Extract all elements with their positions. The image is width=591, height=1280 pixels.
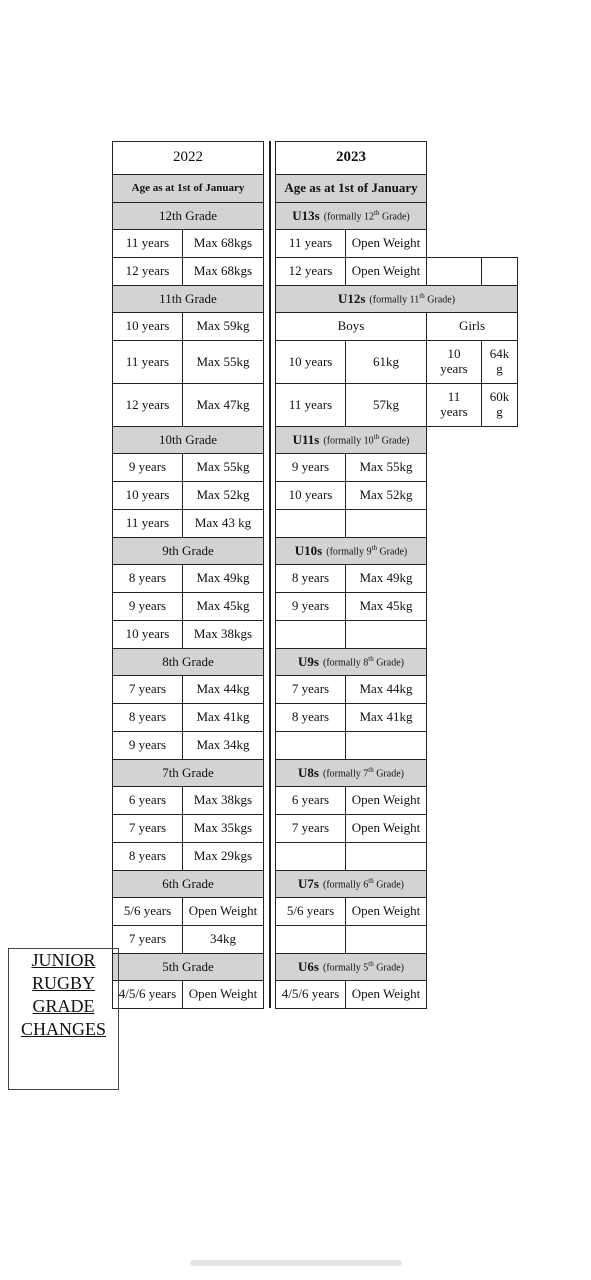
new-weight-cell: Max 45kg bbox=[345, 592, 427, 621]
new-grade-header bbox=[275, 537, 427, 565]
old-age-cell: 7 years bbox=[112, 925, 183, 954]
old-grade-header: 5th Grade bbox=[112, 953, 264, 981]
new-age-cell bbox=[275, 509, 346, 538]
old-age-cell: 4/5/6 years bbox=[112, 980, 183, 1009]
new-age-cell: 6 years bbox=[275, 786, 346, 815]
title-box bbox=[8, 948, 119, 1090]
formally-sup: th bbox=[368, 960, 374, 969]
old-weight-cell: Max 35kgs bbox=[182, 814, 264, 843]
new-age-cell: 8 years bbox=[275, 564, 346, 593]
new-age-cell: 8 years bbox=[275, 703, 346, 732]
new-age-cell bbox=[275, 842, 346, 871]
new-grade-header bbox=[275, 426, 427, 454]
title-line-2: RUGBY bbox=[31, 973, 95, 993]
formally-end: Grade) bbox=[424, 294, 456, 306]
old-age-cell: 6 years bbox=[112, 786, 183, 815]
formally-note bbox=[326, 544, 407, 558]
new-age-cell: 11 years bbox=[275, 383, 346, 427]
formally-sup: th bbox=[371, 544, 377, 553]
new-grade-name: U12s bbox=[337, 290, 366, 306]
old-age-cell: 12 years bbox=[112, 257, 183, 286]
formally-text: (formally 9 bbox=[326, 546, 372, 558]
girls-age-cell: 11 years bbox=[426, 383, 482, 427]
old-age-cell: 9 years bbox=[112, 592, 183, 621]
new-weight-cell bbox=[345, 509, 427, 538]
girls-weight-cell: 60kg bbox=[481, 383, 518, 427]
old-grade-header: 10th Grade bbox=[112, 426, 264, 454]
new-weight-cell: Open Weight bbox=[345, 786, 427, 815]
girls-subheader: Girls bbox=[426, 312, 518, 341]
new-weight-cell: Open Weight bbox=[345, 229, 427, 258]
old-age-cell: 9 years bbox=[112, 731, 183, 760]
new-grade-name: U10s bbox=[294, 542, 323, 558]
old-age-cell: 8 years bbox=[112, 842, 183, 871]
new-grade-header bbox=[275, 870, 427, 898]
formally-end: Grade) bbox=[379, 211, 410, 223]
formally-note bbox=[323, 960, 404, 974]
new-grade-name: U8s bbox=[298, 764, 319, 780]
old-age-cell: 5/6 years bbox=[112, 897, 183, 926]
column-separator bbox=[269, 141, 271, 1008]
new-grade-header bbox=[275, 285, 518, 313]
old-age-cell: 9 years bbox=[112, 453, 183, 482]
new-grade-name: U6s bbox=[298, 958, 319, 974]
old-grade-header: 12th Grade bbox=[112, 202, 264, 230]
formally-note bbox=[323, 655, 404, 669]
formally-note bbox=[369, 292, 455, 306]
new-weight-cell bbox=[345, 731, 427, 760]
new-weight-cell bbox=[345, 925, 427, 954]
old-weight-cell: Max 68kgs bbox=[182, 257, 264, 286]
title-line-4: CHANGES bbox=[20, 1019, 106, 1039]
old-grade-header: 8th Grade bbox=[112, 648, 264, 676]
formally-sup: th bbox=[419, 292, 425, 301]
new-age-cell bbox=[275, 620, 346, 649]
new-weight-cell bbox=[345, 620, 427, 649]
new-age-cell: 4/5/6 years bbox=[275, 980, 346, 1009]
old-age-cell: 10 years bbox=[112, 312, 183, 341]
new-grade-name: U11s bbox=[292, 431, 320, 447]
formally-note bbox=[323, 433, 409, 447]
new-weight-cell: 57kg bbox=[345, 383, 427, 427]
formally-sup: th bbox=[368, 655, 374, 664]
new-age-cell: 9 years bbox=[275, 592, 346, 621]
formally-text: (formally 12 bbox=[323, 211, 374, 223]
old-age-cell: 7 years bbox=[112, 814, 183, 843]
formally-sup: th bbox=[368, 766, 374, 775]
old-weight-cell: Max 68kgs bbox=[182, 229, 264, 258]
old-weight-cell: 34kg bbox=[182, 925, 264, 954]
formally-end: Grade) bbox=[379, 435, 410, 447]
formally-text: (formally 6 bbox=[322, 879, 369, 891]
old-age-cell: 12 years bbox=[112, 383, 183, 427]
new-weight-cell: Max 41kg bbox=[345, 703, 427, 732]
new-age-cell: 5/6 years bbox=[275, 897, 346, 926]
old-weight-cell: Max 38kgs bbox=[182, 620, 264, 649]
old-grade-header: 6th Grade bbox=[112, 870, 264, 898]
old-age-cell: 7 years bbox=[112, 675, 183, 704]
new-weight-cell: Open Weight bbox=[345, 814, 427, 843]
title-line-3: GRADE bbox=[32, 996, 95, 1016]
new-weight-cell: Max 55kg bbox=[345, 453, 427, 482]
old-weight-cell: Max 41kg bbox=[182, 703, 264, 732]
new-age-cell: 9 years bbox=[275, 453, 346, 482]
old-weight-cell: Max 44kg bbox=[182, 675, 264, 704]
new-grade-header bbox=[275, 759, 427, 787]
new-grade-name: U7s bbox=[298, 875, 319, 891]
old-grade-header: 7th Grade bbox=[112, 759, 264, 787]
new-age-cell bbox=[275, 731, 346, 760]
new-age-cell bbox=[275, 925, 346, 954]
new-weight-cell: Max 52kg bbox=[345, 481, 427, 510]
old-age-cell: 10 years bbox=[112, 620, 183, 649]
old-weight-cell: Max 43 kg bbox=[182, 509, 264, 538]
old-weight-cell: Open Weight bbox=[182, 980, 264, 1009]
old-age-cell: 8 years bbox=[112, 564, 183, 593]
new-grade-name: U13s bbox=[292, 207, 320, 223]
new-weight-cell: Max 44kg bbox=[345, 675, 427, 704]
formally-end: Grade) bbox=[373, 768, 404, 780]
old-age-cell: 11 years bbox=[112, 340, 183, 384]
empty-cell bbox=[481, 257, 518, 286]
formally-note bbox=[324, 209, 410, 223]
old-weight-cell: Max 34kg bbox=[182, 731, 264, 760]
new-grade-header bbox=[275, 202, 427, 230]
new-weight-cell: Open Weight bbox=[345, 257, 427, 286]
new-age-cell: 12 years bbox=[275, 257, 346, 286]
old-weight-cell: Max 47kg bbox=[182, 383, 264, 427]
old-age-cell: 11 years bbox=[112, 509, 183, 538]
girls-age-cell: 10 years bbox=[426, 340, 482, 384]
old-weight-cell: Max 29kgs bbox=[182, 842, 264, 871]
new-grade-name: U9s bbox=[298, 653, 319, 669]
old-weight-cell: Max 52kg bbox=[182, 481, 264, 510]
year-2023-header: 2023 bbox=[275, 141, 427, 175]
old-age-cell: 10 years bbox=[112, 481, 183, 510]
new-age-cell: 10 years bbox=[275, 481, 346, 510]
formally-note bbox=[323, 766, 404, 780]
new-weight-cell bbox=[345, 842, 427, 871]
formally-text: (formally 5 bbox=[322, 962, 369, 974]
girls-weight-cell: 64kg bbox=[481, 340, 518, 384]
title-line-1: JUNIOR bbox=[31, 950, 96, 970]
boys-subheader: Boys bbox=[275, 312, 427, 341]
new-age-cell: 10 years bbox=[275, 340, 346, 384]
formally-end: Grade) bbox=[373, 879, 404, 891]
old-weight-cell: Max 55kg bbox=[182, 340, 264, 384]
new-weight-cell: Open Weight bbox=[345, 980, 427, 1009]
home-indicator[interactable] bbox=[190, 1260, 402, 1266]
new-grade-header bbox=[275, 953, 427, 981]
new-age-cell: 7 years bbox=[275, 675, 346, 704]
old-weight-cell: Open Weight bbox=[182, 897, 264, 926]
old-weight-cell: Max 55kg bbox=[182, 453, 264, 482]
age-label-old: Age as at 1st of January bbox=[112, 174, 264, 203]
new-weight-cell: Max 49kg bbox=[345, 564, 427, 593]
formally-text: (formally 8 bbox=[322, 657, 369, 669]
new-age-cell: 11 years bbox=[275, 229, 346, 258]
age-label-new: Age as at 1st of January bbox=[275, 174, 427, 203]
formally-sup: th bbox=[373, 433, 380, 442]
formally-end: Grade) bbox=[373, 962, 404, 974]
new-age-cell: 7 years bbox=[275, 814, 346, 843]
formally-note bbox=[323, 877, 404, 891]
formally-text: (formally 11 bbox=[369, 294, 420, 306]
old-weight-cell: Max 49kg bbox=[182, 564, 264, 593]
new-grade-header bbox=[275, 648, 427, 676]
new-weight-cell: Open Weight bbox=[345, 897, 427, 926]
old-grade-header: 9th Grade bbox=[112, 537, 264, 565]
formally-text: (formally 10 bbox=[323, 435, 374, 447]
formally-sup: th bbox=[368, 877, 374, 886]
old-weight-cell: Max 45kg bbox=[182, 592, 264, 621]
old-age-cell: 8 years bbox=[112, 703, 183, 732]
formally-sup: th bbox=[374, 209, 380, 218]
empty-cell bbox=[426, 257, 482, 286]
old-age-cell: 11 years bbox=[112, 229, 183, 258]
new-weight-cell: 61kg bbox=[345, 340, 427, 384]
formally-end: Grade) bbox=[376, 546, 408, 558]
formally-text: (formally 7 bbox=[322, 768, 369, 780]
old-weight-cell: Max 38kgs bbox=[182, 786, 264, 815]
old-grade-header: 11th Grade bbox=[112, 285, 264, 313]
formally-end: Grade) bbox=[373, 657, 404, 669]
year-2022-header: 2022 bbox=[112, 141, 264, 175]
old-weight-cell: Max 59kg bbox=[182, 312, 264, 341]
